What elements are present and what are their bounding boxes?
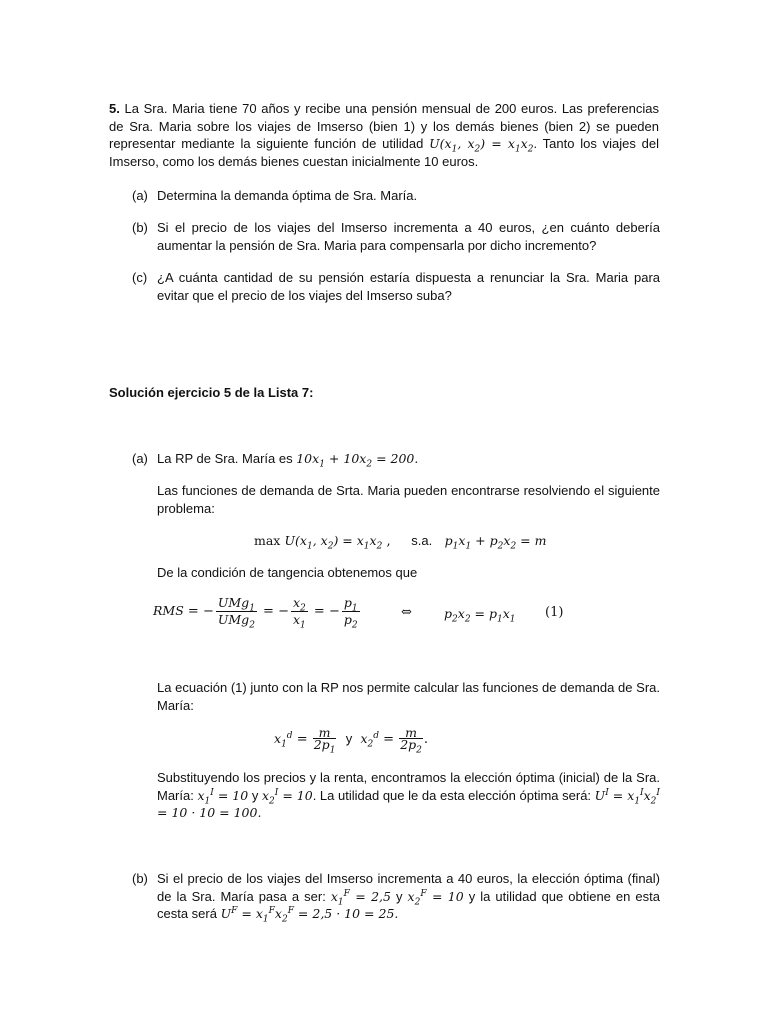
solution-b: [132, 870, 660, 923]
budget-line-formula: $10x_1 + 10x_2 = 200$.: [296, 451, 419, 470]
utility-function-formula: $U(x_1$, $x_2) = x_1x_2$: [429, 136, 534, 155]
problem-statement: 5. La Sra. Maria tiene 70 años y recibe una pensión mensual de 200 euros. Las preferencias de Sra. Maria sobre los viajes de Imserso (bien 1) y los demás bienes (bien 2) se pueden representar mediante la siguiente función de utilidad $U(x_1$, $x_2) = x_1x_2$. Tanto los viajes del Imserso, como los demás bienes cuestan inicialmente 10 euros.: [109, 101, 659, 169]
problem-number: 5.: [109, 101, 120, 116]
tangency-equation: RMS = − $\frac{UMg_1}{UMg_2}$ = − $\frac{x_2}{x_1}$ = − $\frac{p_1}{p_2}$: [153, 595, 358, 631]
solution-a-rp: [132, 450, 660, 468]
optimization-problem: $\max U(x_1$, $x_2) = x_1x_2$ , s.a. $p_1x_1 + p_2x_2 = m$: [254, 533, 547, 552]
question-text: Determina la demanda óptima de Sra. María.: [157, 188, 418, 203]
solution-b-text: Si el precio de los viajes del Imserso incrementa a 40 euros, la elección óptima (final) de la Sra. María pasa a ser: $x_1^F = 2,5$ y $x_2^F = 10$ y la utilidad que obtiene en esta cesta será $U^F = x_1^Fx_2^F = 2,5 \cdot 10 = 25$.: [157, 871, 660, 925]
substitution-text: Substituyendo los precios y la renta, encontramos la elección óptima (inicial) de la Sra. María: $x_1^I = 10$ y $x_2^I = 10$. La utilidad que le da esta elección óptima será: $U^I = x_1^Ix_2^I = 10 \cdot 10 = 100$.: [157, 770, 660, 820]
demand-intro: Las funciones de demanda de Srta. Maria pueden encontrarse resolviendo el siguiente problema:: [157, 483, 660, 516]
question-c: [132, 269, 660, 304]
rp-text: La RP de Sra. María es: [157, 451, 293, 466]
st-label: s.a.: [411, 533, 433, 548]
question-text: Si el precio de los viajes del Imserso incrementa a 40 euros, ¿en cuánto debería aumentar la pensión de Sra. Maria para compensarla por dicho incremento?: [157, 220, 660, 253]
and-word: y: [345, 730, 353, 746]
question-b: [132, 219, 660, 254]
equation-number: (1): [545, 605, 564, 620]
equation-text: La ecuación (1) junto con la RP nos permite calcular las funciones de demanda de Sra. María:: [157, 680, 660, 713]
solution-title: Solución ejercicio 5 de la Lista 7:: [109, 385, 314, 400]
problem-text-2: Tanto los viajes del Imserso, como los demás bienes cuestan inicialmente 10 euros.: [109, 136, 659, 169]
question-label: (b): [132, 220, 148, 235]
question-text: ¿A cuánta cantidad de su pensión estaría dispuesta a renunciar la Sra. Maria para evitar que el precio de los viajes del Imserso suba?: [157, 270, 660, 303]
solution-label: (a): [132, 451, 148, 466]
question-a: [132, 187, 660, 205]
tangency-text: De la condición de tangencia obtenemos que: [157, 565, 418, 580]
tangency-result: $p_2x_2 = p_1x_1$: [444, 606, 516, 625]
equivalence-icon: ⇔: [401, 605, 412, 620]
solution-label: (b): [132, 871, 148, 886]
question-label: (c): [132, 270, 148, 285]
question-label: (a): [132, 188, 148, 203]
problem-text-1: La Sra. Maria tiene 70 años y recibe una pensión mensual de 200 euros. Las preferencias de Sra. Maria sobre los viajes de Imserso (bien 1) y los demás bienes (bien 2) se pueden representar mediante la siguiente función de utilidad: [109, 101, 659, 151]
demand-functions: $x_1^d$ = $\frac{m}{2p_1}$ y $x_2^d$ = $\frac{m}{2p_2}$ .: [274, 725, 429, 756]
